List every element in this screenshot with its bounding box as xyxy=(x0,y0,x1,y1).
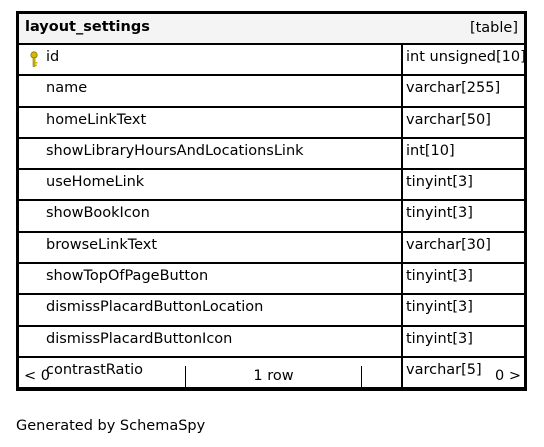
column-row xyxy=(19,201,524,232)
column-name: id xyxy=(46,49,60,65)
column-type: varchar[30] xyxy=(401,233,527,262)
column-name: showLibraryHoursAndLocationsLink xyxy=(46,142,304,159)
parents-count: < 0 xyxy=(24,368,50,384)
column-name: dismissPlacardButtonIcon xyxy=(46,330,233,347)
column-row xyxy=(19,76,524,107)
column-name: contrastRatio xyxy=(46,361,144,378)
column-name: useHomeLink xyxy=(46,174,145,191)
column-row xyxy=(19,233,524,264)
table-footer xyxy=(19,366,524,388)
column-name: showTopOfPageButton xyxy=(46,268,209,285)
column-row xyxy=(19,295,524,326)
column-type: tinyint[3] xyxy=(401,201,527,230)
column-list xyxy=(19,45,524,389)
column-row xyxy=(19,108,524,139)
children-count: 0 > xyxy=(495,368,521,384)
column-type: varchar[50] xyxy=(401,108,527,137)
column-type: varchar[5] xyxy=(401,358,527,387)
column-type: tinyint[3] xyxy=(401,170,527,199)
row-count: 1 row xyxy=(185,366,362,388)
generated-by-label: Generated by SchemaSpy xyxy=(16,418,206,434)
table-node xyxy=(16,11,527,391)
column-name: browseLinkText xyxy=(46,236,158,253)
column-type: tinyint[3] xyxy=(401,295,527,324)
column-name: showBookIcon xyxy=(46,205,150,222)
key-icon xyxy=(27,51,41,69)
column-name: homeLinkText xyxy=(46,111,147,128)
column-type: tinyint[3] xyxy=(401,327,527,356)
table-kind: [table] xyxy=(469,20,518,36)
column-row xyxy=(19,45,524,76)
column-row xyxy=(19,327,524,358)
column-type: int[10] xyxy=(401,139,527,168)
column-row xyxy=(19,264,524,295)
column-name: name xyxy=(46,80,88,97)
column-row xyxy=(19,170,524,201)
column-name: dismissPlacardButtonLocation xyxy=(46,299,264,316)
column-type: int unsigned[10] xyxy=(401,45,527,74)
column-type: varchar[255] xyxy=(401,76,527,105)
column-row xyxy=(19,139,524,170)
table-header xyxy=(19,14,524,45)
table-name: layout_settings xyxy=(25,19,150,35)
column-type: tinyint[3] xyxy=(401,264,527,293)
